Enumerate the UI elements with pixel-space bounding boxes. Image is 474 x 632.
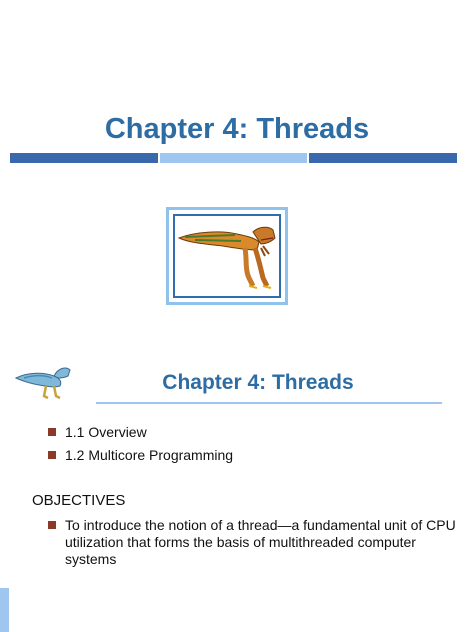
title-bar-middle [160,153,307,163]
bullet-square-icon [48,428,56,436]
bullet-square-icon [48,521,56,529]
slide-1-title: Chapter 4: Threads [104,113,370,145]
slide-2 [0,340,474,632]
objectives-item: To introduce the notion of a thread—a fundamental unit of CPU utilization that forms the basis of multithreaded computer systems [48,517,468,568]
list-item: 1.2 Multicore Programming [48,447,233,463]
dinosaur-logo-icon [14,358,72,400]
title-bar-right [309,153,457,163]
objectives-heading: OBJECTIVES [32,492,126,509]
bullet-square-icon [48,451,56,459]
title-underline [96,402,442,404]
list-item: 1.1 Overview [48,424,147,440]
slide-2-title: Chapter 4: Threads [162,371,354,394]
dinosaur-illustration-icon [175,216,279,298]
dinosaur-image-frame [166,207,288,305]
title-bar-left [10,153,158,163]
side-accent-bar [0,588,9,632]
